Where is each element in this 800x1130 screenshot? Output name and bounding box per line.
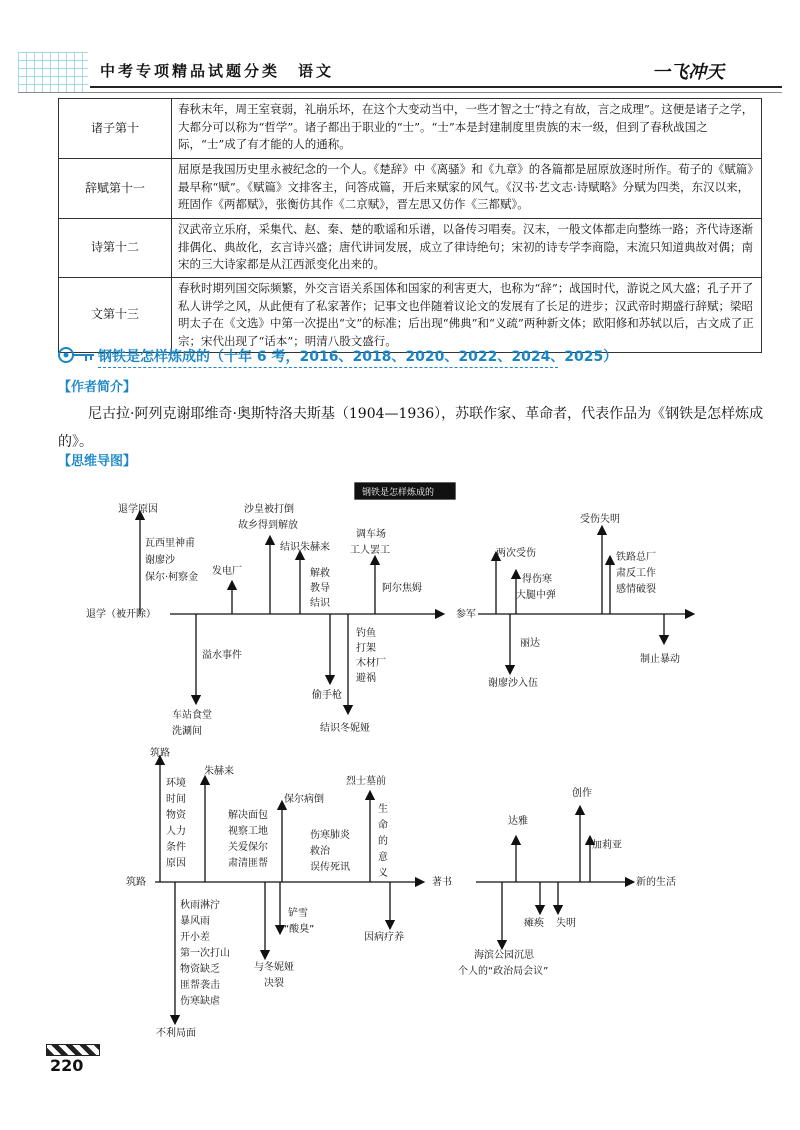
mm-item: 感情破裂 [616, 584, 656, 595]
mm-item: 阿尔焦姆 [382, 583, 422, 594]
mm-item: 朱赫来 [204, 766, 234, 777]
mm-item: 伤寒缺虐 [180, 996, 220, 1007]
mm-item: 时间 [166, 794, 186, 805]
mm-item: 物资缺乏 [180, 964, 220, 975]
mm-item: 新的生活 [636, 877, 676, 888]
mm-item: 的 [378, 836, 388, 847]
mm-item: 结识朱赫来 [280, 542, 330, 553]
mm-item: 调车场 [356, 529, 386, 540]
mm-item: 命 [378, 820, 388, 831]
mm-item: 物资 [166, 810, 186, 821]
mm-item: 烈士墓前 [346, 776, 386, 787]
mm-item: 解决面包 [228, 810, 268, 821]
mm-item: 保尔病倒 [284, 794, 324, 805]
mm-item: “酸臭” [284, 924, 315, 935]
mm-item: 关爱保尔 [228, 842, 268, 853]
row-text: 春秋时期列国交际频繁，外交言语关系国体和国家的利害更大，也称为“辞”；战国时代，游说之风大盛；孔子开了私人讲学之风，从此便有了私家著作；记事文也伴随着议论文的发展有了长足的进步；汉武帝时期盛行辞赋；梁昭明太子在《文选》中第一次提出“文”的标准；后出现“佛典”和“义疏”两种新文体；欧阳修和苏轼以后，古文成了正宗；宋代出现了“话本”；明清八股文盛行。 [172, 278, 762, 353]
mm-item: 瓦西里神甫 [145, 538, 195, 549]
section-title: 钢铁是怎样炼成的（十年 6 考，2016、2018、2020、2022、2024、2025） [98, 349, 618, 365]
mm-item: 铲雪 [288, 908, 308, 919]
row-text: 屈原是我国历史里永被纪念的一个人。《楚辞》中《离骚》和《九章》的各篇都是屈原放逐时所作。荀子的《赋篇》最早称“赋”。《赋篇》文排客主，问答成篇，开后来赋家的风气。《汉书·艺文志·诗赋略》分赋为四类，东汉以来，班固作《两都赋》，张衡仿其作《二京赋》，晋左思又仿作《三都赋》。 [172, 159, 762, 219]
mm-item: 木材厂 [356, 658, 386, 669]
mm-item: 不利局面 [156, 1028, 196, 1039]
mm-item: 打架 [356, 643, 376, 654]
row-text: 春秋末年，周王室衰弱，礼崩乐坏，在这个大变动当中，一些才智之士“持之有故，言之成理”。这便是诸子之学，大都分可以称为“哲学”。诸子都出于职业的“士”。“士”本是封建制度里贵族的末一级，但到了春秋战国之际，“士”成了有才能的人的通称。 [172, 99, 762, 159]
row-name: 辞赋第十一 [59, 159, 172, 219]
mm-item: 谢廖沙 [145, 555, 175, 566]
mm-item: 受伤失明 [580, 514, 620, 525]
mm-item: 肃反工作 [616, 568, 656, 579]
mm-item: 开小差 [180, 932, 210, 943]
mm-item: 人力 [166, 826, 186, 837]
mm-item: 结识 [310, 598, 330, 609]
mm-item: 铁路总厂 [616, 552, 656, 563]
mm-item: 视察工地 [228, 826, 268, 837]
mm-item: 筑路 [150, 748, 170, 759]
mm-item: 钓鱼 [356, 628, 376, 639]
mm-item: 沙皇被打倒 [244, 504, 294, 515]
mm-item: 达雅 [508, 816, 528, 827]
page-number: 220 [50, 1056, 84, 1075]
mm-item: 洗涮间 [172, 726, 202, 737]
mm-item: 偷手枪 [312, 690, 342, 701]
brand-logo: 一飞冲天 [652, 62, 724, 83]
mm-item: 秋雨淋泞 [180, 900, 220, 911]
mm-item: 救治 [310, 846, 330, 857]
mm-item: 第一次打山 [180, 948, 230, 959]
mm-item: 工人罢工 [350, 545, 390, 556]
map2-spine-label: 参军 [456, 609, 476, 620]
mm-item: 条件 [166, 842, 186, 853]
mm-item: 个人的“政治局会议” [458, 966, 549, 977]
map3-spine-label: 筑路 [126, 877, 146, 888]
retreat-reason: 退学原因 [118, 504, 158, 515]
series-title: 中考专项精品试题分类 语文 [100, 62, 335, 80]
mm-item: 义 [378, 868, 388, 879]
mm-item: 保尔·柯察金 [145, 572, 199, 583]
mm-item: 大腿中弹 [516, 590, 556, 601]
mm-item: 溢水事件 [202, 650, 242, 661]
mm-item: 暴风雨 [180, 916, 210, 927]
mm-item: 丽达 [520, 638, 540, 649]
mm-item: 发电厂 [212, 566, 242, 577]
mm-item: 生 [378, 804, 388, 815]
mm-item: 伤寒肺炎 [310, 830, 350, 841]
author-text: 尼古拉·阿列克谢耶维奇·奥斯特洛夫斯基（1904—1936），苏联作家、革命者，代表作品为《钢铁是怎样炼成的》。 [58, 406, 764, 450]
mm-item: 失明 [556, 918, 576, 929]
mm-item: 与冬妮娅 [254, 962, 294, 973]
mm-item: 故乡得到解放 [238, 520, 298, 531]
mm-item: 著书 [432, 877, 452, 888]
mm-item: 匪帮袭击 [180, 980, 220, 991]
mm-item: 意 [378, 852, 388, 863]
mindmap-heading: 【思维导图】 [58, 454, 137, 469]
mm-item: 环境 [166, 778, 186, 789]
mm-item: 车站食堂 [172, 710, 212, 721]
mm-item: 肃清匪帮 [228, 858, 268, 869]
row-text: 汉武帝立乐府，采集代、赵、秦、楚的歌谣和乐谱，以备传习唱奏。汉末，一般文体都走向整练一路；齐代诗逐渐排偶化、典故化，玄言诗兴盛；唐代讲词发展，成立了律诗绝句；宋初的诗专学李商隐，末流只知道典故对偶；南宋的三大诗家都是从江西派变化出来的。 [172, 219, 762, 278]
mm-item: 谢廖沙入伍 [488, 678, 538, 689]
mm-item: 结识冬妮娅 [320, 723, 370, 734]
row-name: 诗第十二 [59, 219, 172, 278]
mm-item: 因病疗养 [364, 932, 404, 943]
mm-item: 得伤寒 [522, 574, 552, 585]
mm-item: 原因 [166, 858, 186, 869]
mm-item: 误传死讯 [310, 862, 350, 873]
mm-item: 海滨公园沉思 [474, 950, 534, 961]
mm-item: 决裂 [264, 978, 284, 989]
mm-item: 制止暴动 [640, 654, 680, 665]
mm-item: 避祸 [356, 673, 376, 684]
mm-item: 教导 [310, 583, 330, 594]
mm-item: 瘫痪 [524, 918, 544, 929]
mm-item: 解救 [310, 568, 330, 579]
page-number-decoration [46, 1044, 100, 1056]
mm-item: 加莉亚 [592, 840, 622, 851]
row-name: 文第十三 [59, 278, 172, 353]
mm-item: 两次受伤 [496, 548, 536, 559]
row-name: 诸子第十 [59, 99, 172, 159]
mm-item: 创作 [572, 788, 592, 799]
map1-spine-label: 退学（被开除） [86, 609, 156, 620]
mindmap-center: 钢铁是怎样炼成的 [362, 488, 435, 498]
author-heading: 【作者简介】 [58, 380, 137, 395]
